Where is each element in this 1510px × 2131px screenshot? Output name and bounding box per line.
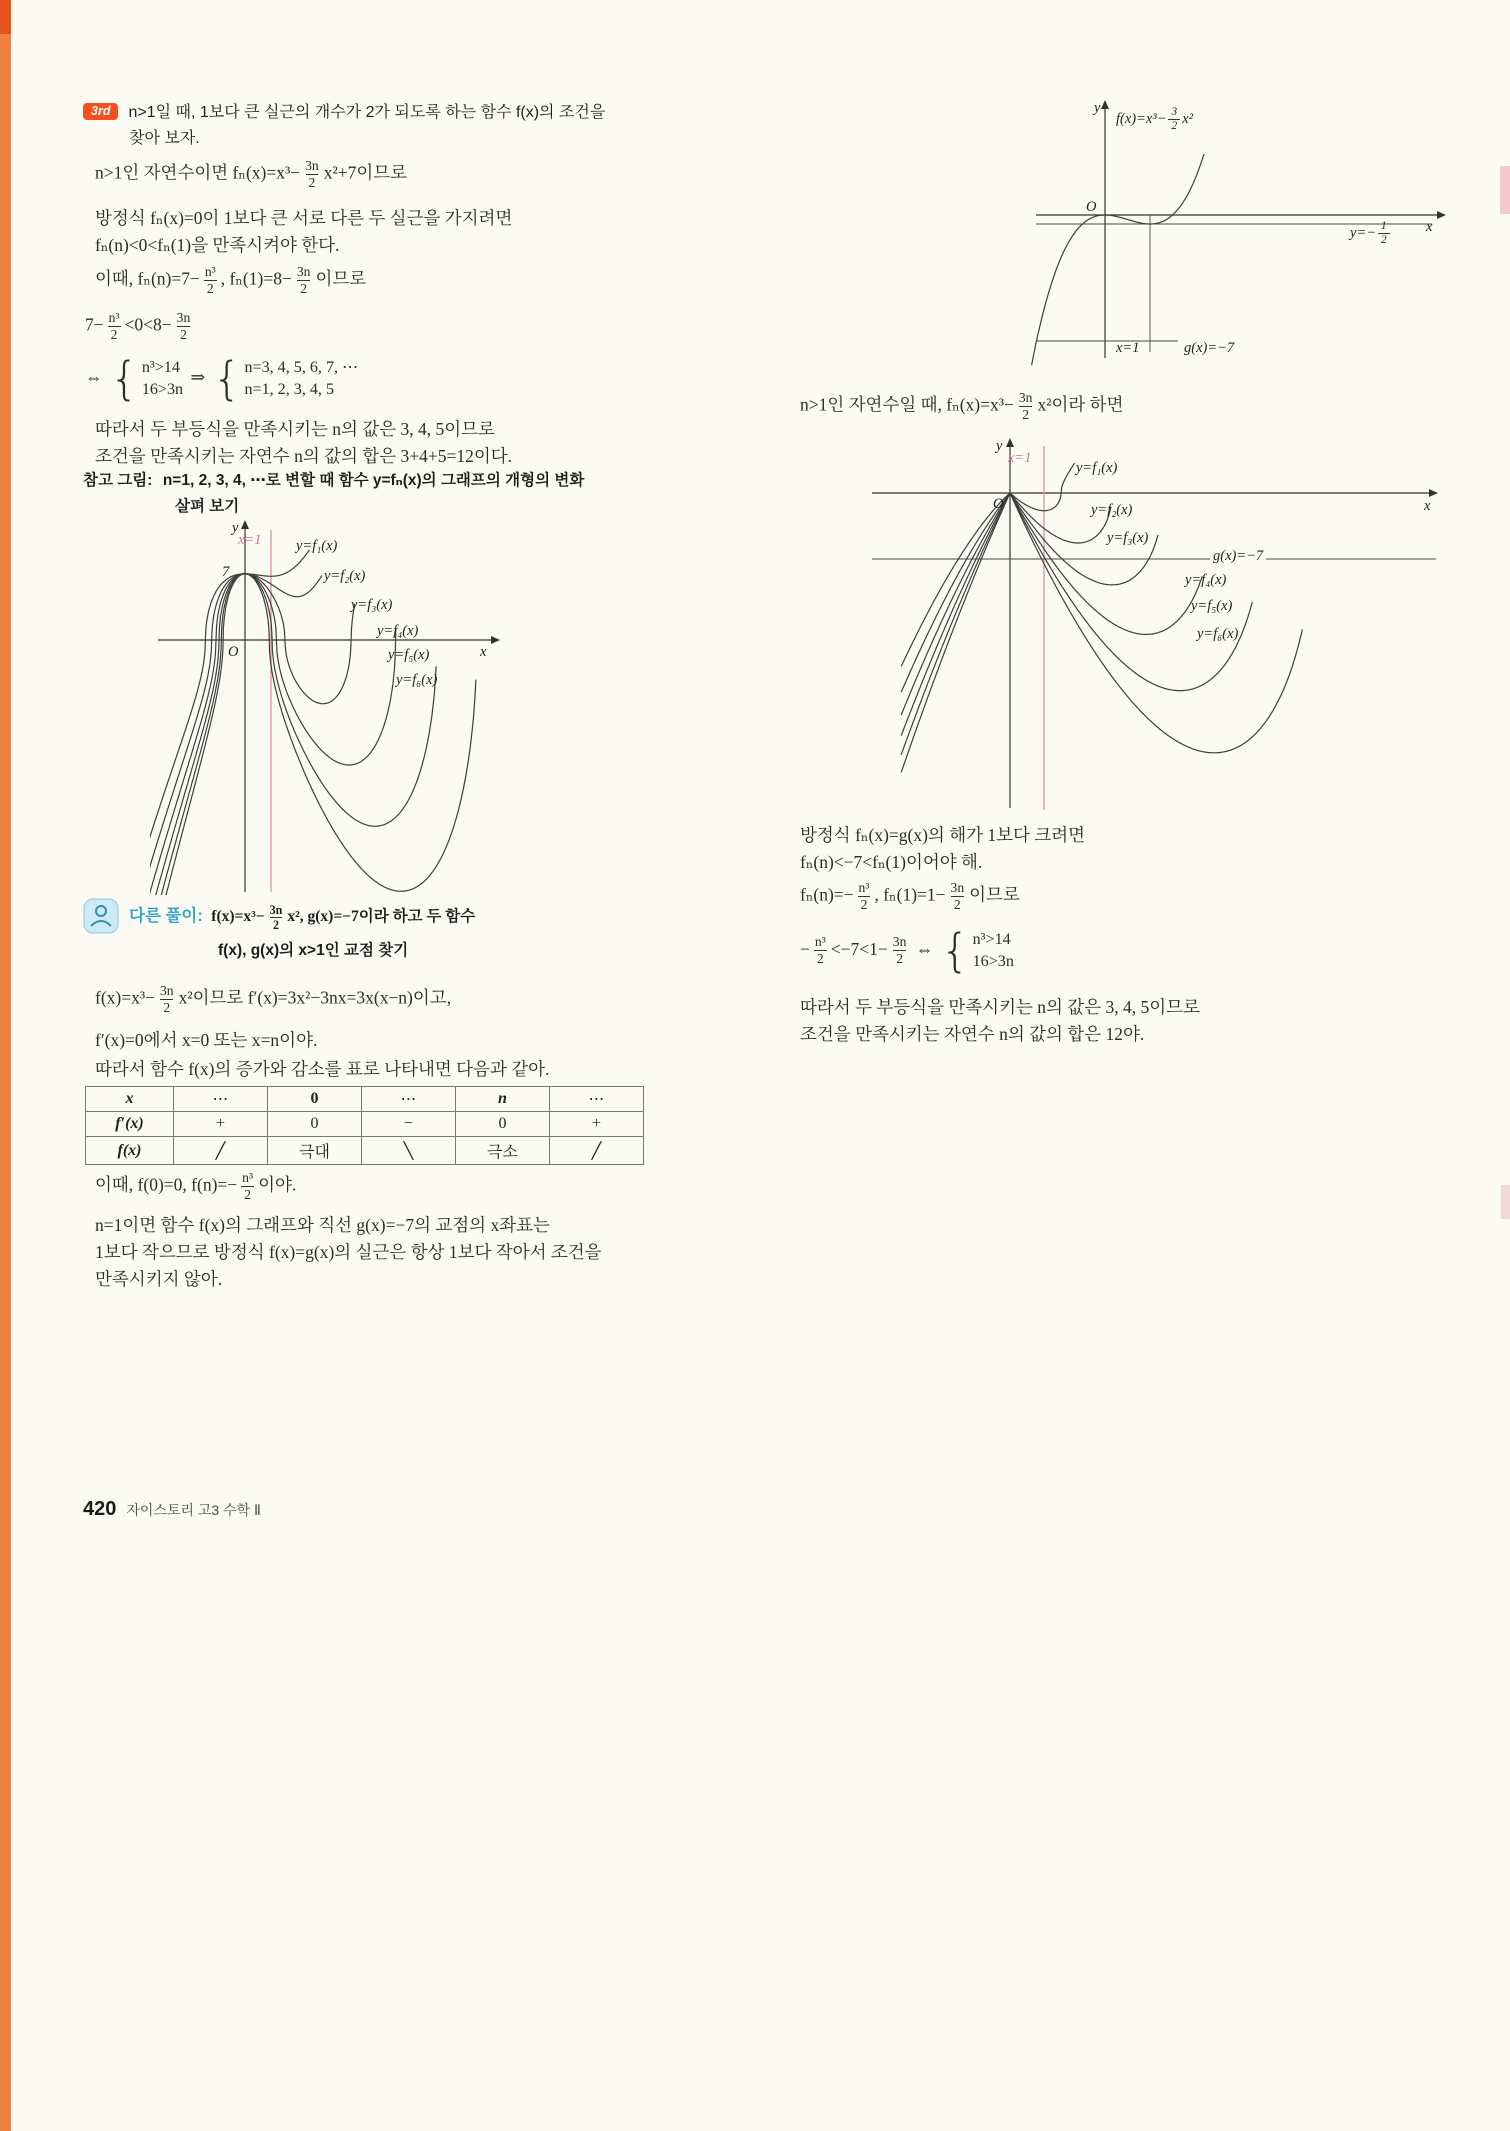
- curve-label-f6: y=f₆(x): [396, 672, 438, 688]
- table-row: [86, 1087, 644, 1112]
- curve-f4: [901, 493, 1202, 736]
- table-cell: 0: [268, 1087, 362, 1112]
- curve-label-f3: y=f₃(x): [351, 597, 393, 613]
- eq-fn-definition-right: n>1인 자연수일 때, fₙ(x)=x³− $\frac{3n}{2}$ x²이라 하면: [800, 390, 1124, 423]
- y-minus-half-label: y=− $\frac{1}{2}$: [1350, 220, 1392, 248]
- reference-caption-line2: 살펴 보기: [175, 498, 240, 515]
- curve-label-f4: y=f₄(x): [377, 623, 419, 639]
- x1-line-label: x=1: [1008, 450, 1032, 466]
- g-line-label: g(x)=−7: [1184, 340, 1235, 356]
- reference-caption-line1: n=1, 2, 3, 4, ⋯로 변할 때 함수 y=fₙ(x)의 그래프의 개형의 변화: [162, 472, 585, 489]
- curve-label-f5: y=f₅(x): [388, 647, 430, 663]
- scan-edge-mark: [1500, 166, 1510, 214]
- table-cell: ⋯: [362, 1087, 456, 1112]
- page-number: 420: [83, 1498, 117, 1520]
- curve-label-f2: y=f₂(x): [324, 568, 366, 584]
- table-row: [86, 1112, 644, 1137]
- table-cell: 0: [268, 1112, 362, 1137]
- step-badge: 3rd: [83, 103, 118, 120]
- para-conclusion: [95, 416, 512, 470]
- alt-solution-icon: [83, 898, 119, 939]
- curve-f6: [150, 574, 476, 895]
- para-root-condition: [95, 205, 512, 259]
- curve-f2: [150, 574, 322, 879]
- origin-label: O: [228, 644, 239, 660]
- para-solution-condition: [800, 822, 1085, 876]
- x1-line-label: x=1: [1116, 340, 1140, 356]
- para-table-intro: 따라서 함수 f(x)의 증가와 감소를 표로 나타내면 다음과 같아.: [95, 1059, 550, 1079]
- alt-solution-label: 다른 풀이:: [129, 907, 203, 925]
- x-axis-arrow: [491, 636, 500, 644]
- para-conclusion-right-line2: 조건을 만족시키는 자연수 n의 값의 합은 12야.: [800, 1024, 1145, 1044]
- curve-f1: [1025, 154, 1204, 365]
- eq-extrema-values: 이때, f(0)=0, f(n)=− $\frac{\text{n³}}{2}$ 이야.: [95, 1170, 297, 1203]
- y-axis-label: y: [232, 520, 239, 536]
- table-cell: 극소: [456, 1137, 550, 1165]
- reference-figure-caption: [83, 468, 584, 520]
- curve-label-f1: y=f₁(x): [296, 538, 338, 554]
- curve-label-f6: y=f₆(x): [1197, 626, 1239, 642]
- eq-cases: ⇔ { n³>14 16>3n ⇒ { n=3, 4, 5, 6, 7, ⋯ n=1, 2, 3, 4, 5: [85, 352, 359, 405]
- table-cell: +: [550, 1112, 644, 1137]
- table-cell: ╱: [174, 1137, 268, 1165]
- eq-fn-definition: n>1인 자연수이면 fₙ(x)=x³− $\frac{3n}{2}$ x²+7이므로: [95, 158, 408, 191]
- step3-intro-line2: 찾아 보자.: [129, 130, 200, 147]
- para-conclusion-line2: 조건을 만족시키는 자연수 n의 값의 합은 3+4+5=12이다.: [95, 446, 513, 466]
- para-solution-condition-line1: 방정식 fₙ(x)=g(x)의 해가 1보다 크려면: [800, 825, 1086, 845]
- y-axis-arrow: [241, 520, 249, 529]
- x1-line-label: x=1: [238, 532, 262, 548]
- para-n1-case: [95, 1212, 602, 1293]
- step3-block: [83, 100, 703, 152]
- page-edge-strip: [0, 0, 11, 2131]
- curve-label-f4: y=f₄(x): [1185, 572, 1227, 588]
- eq-fn-values-right: fₙ(n)=− $\frac{\text{n³}}{2}$ , fₙ(1)=1− $\frac{3n}{2}$ 이므로: [800, 880, 1020, 913]
- table-cell: ⋯: [174, 1087, 268, 1112]
- eq-inequality-right: − $\frac{\text{n³}}{2}$ <−7<1− $\frac{3n}{2}$ ⇔ { n³>14 16>3n: [800, 924, 1014, 977]
- table-cell: +: [174, 1112, 268, 1137]
- alt-solution-block: [83, 902, 475, 960]
- table-cell: n: [456, 1087, 550, 1112]
- curve-f3: [150, 574, 355, 895]
- y-axis-arrow: [1101, 100, 1109, 109]
- x-axis-arrow: [1429, 489, 1438, 497]
- curve-label-f1: y=f₁(x): [1076, 460, 1118, 476]
- increase-decrease-table: [85, 1086, 644, 1165]
- curve-f2: [901, 493, 1111, 692]
- x-axis-label: x: [1426, 219, 1433, 235]
- origin-label: O: [993, 496, 1004, 512]
- y-axis-label: y: [1094, 100, 1101, 116]
- table-cell: 극대: [268, 1137, 362, 1165]
- page-edge-cap: [0, 0, 11, 34]
- fn-formula-label: f(x)=x³− $\frac{3}{2}$ x²: [1116, 106, 1193, 133]
- origin-label: O: [1086, 199, 1097, 215]
- table-cell: f′(x): [86, 1112, 174, 1137]
- para-solution-condition-line2: fₙ(n)<−7<fₙ(1)이어야 해.: [800, 852, 983, 872]
- para-conclusion-right: [800, 994, 1200, 1048]
- para-n1-line2: 1보다 작으므로 방정식 f(x)=g(x)의 실근은 항상 1보다 작아서 조건을: [95, 1242, 602, 1262]
- para-conclusion-right-line1: 따라서 두 부등식을 만족시키는 n의 값은 3, 4, 5이므로: [800, 997, 1200, 1017]
- table-cell: 0: [456, 1112, 550, 1137]
- x-axis-label: x: [1424, 498, 1431, 514]
- table-cell: ⋯: [550, 1087, 644, 1112]
- x-axis-label: x: [480, 644, 487, 660]
- alt-solution-line2: f(x), g(x)의 x>1인 교점 찾기: [218, 942, 409, 960]
- curve-label-f2: y=f₂(x): [1091, 502, 1133, 518]
- g-line-label: g(x)=−7: [1210, 548, 1266, 565]
- step3-intro-line1: n>1일 때, 1보다 큰 실근의 개수가 2가 되도록 하는 함수 f(x)의 조건을: [128, 104, 606, 121]
- graph-family-plus7: [150, 520, 670, 895]
- eq-inequality: 7− $\frac{\text{n³}}{2}$ <0<8− $\frac{3n}{2}$: [85, 310, 191, 343]
- eq-derivative: f(x)=x³− $\frac{3n}{2}$ x²이므로 f′(x)=3x²−3nx=3x(x−n)이고,: [95, 983, 452, 1016]
- para-conclusion-line1: 따라서 두 부등식을 만족시키는 n의 값은 3, 4, 5이므로: [95, 419, 495, 439]
- table-cell: f(x): [86, 1137, 174, 1165]
- table-cell: ╱: [550, 1137, 644, 1165]
- scan-edge-mark: [1501, 1185, 1510, 1219]
- para-root-condition-line2: fₙ(n)<0<fₙ(1)을 만족시켜야 한다.: [95, 235, 340, 255]
- y-axis-label: y: [996, 438, 1003, 454]
- y-axis-arrow: [1006, 438, 1014, 447]
- x-axis-arrow: [1437, 211, 1446, 219]
- curve-label-f3: y=f₃(x): [1107, 530, 1149, 546]
- graph-fx-n1: [1020, 100, 1450, 365]
- para-n1-line1: n=1이면 함수 f(x)의 그래프와 직선 g(x)=−7의 교점의 x좌표는: [95, 1215, 550, 1235]
- reference-label: 참고 그림:: [83, 472, 153, 489]
- graph-family-g7-canvas: [860, 438, 1450, 813]
- table-cell: ╲: [362, 1137, 456, 1165]
- curve-f4: [150, 574, 396, 895]
- eq-critical-points: f′(x)=0에서 x=0 또는 x=n이야.: [95, 1030, 318, 1050]
- eq-fn-values: 이때, fₙ(n)=7− $\frac{\text{n³}}{2}$ , fₙ(1)=8− $\frac{3n}{2}$ 이므로: [95, 264, 367, 297]
- graph-family-g7: [860, 438, 1450, 813]
- page-footer: [83, 1498, 261, 1521]
- curve-label-f5: y=f₅(x): [1191, 598, 1233, 614]
- curve-f1: [150, 550, 309, 849]
- table-row: [86, 1137, 644, 1165]
- para-root-condition-line1: 방정식 fₙ(x)=0이 1보다 큰 서로 다른 두 실근을 가지려면: [95, 208, 513, 228]
- y-intercept-label: 7: [222, 564, 230, 580]
- para-n1-line3: 만족시키지 않아.: [95, 1269, 223, 1289]
- book-title: 자이스토리 고3 수학 Ⅱ: [126, 1502, 261, 1518]
- table-cell: x: [86, 1087, 174, 1112]
- table-cell: −: [362, 1112, 456, 1137]
- alt-solution-line1: f(x)=x³− $\frac{3n}{2}$ x², g(x)=−7이라 하고 두 함수: [211, 902, 476, 932]
